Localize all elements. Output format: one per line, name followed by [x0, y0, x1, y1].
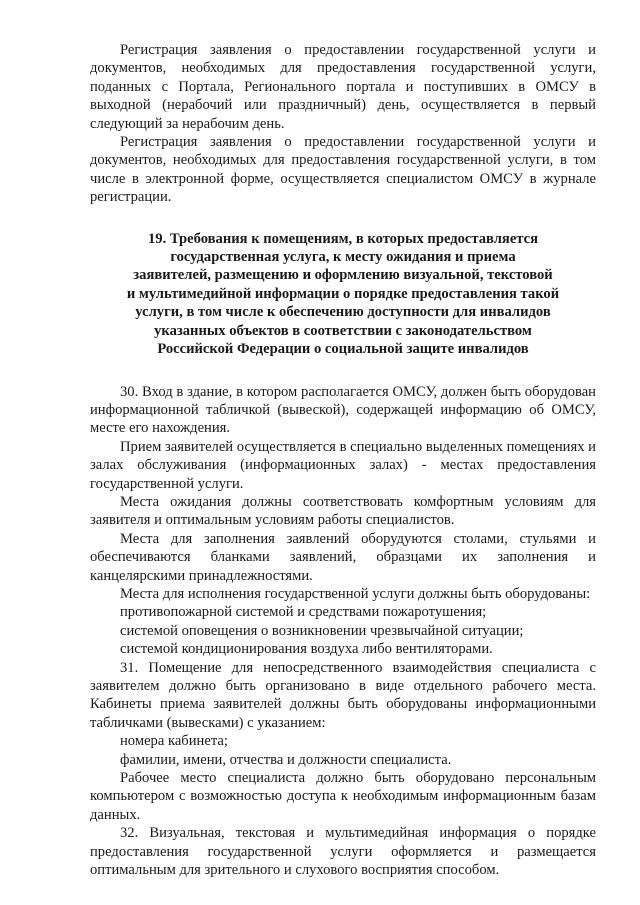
paragraph-31: 31. Помещение для непосредственного взаимодействия специалиста с заявителем должно быть организовано в виде отдельного рабочего места. Кабинеты приема заявителей должны быть оборудованы информационными табличками (вывесками) с указанием:	[90, 659, 596, 731]
heading-line: государственная услуга, к месту ожидания и приема	[170, 249, 516, 266]
list-item-sign: номера кабинета;	[120, 733, 228, 750]
paragraph-rabochee-mesto: Рабочее место специалиста должно быть оборудовано персональным компьютером с возможностью доступа к необходимым информационным базам данных.	[90, 770, 596, 823]
paragraph-mesta-ispolnenia: Места для исполнения государственной услуги должны быть оборудованы:	[120, 585, 591, 602]
paragraph-mesta-zapolnenia: Места для заполнения заявлений оборудуются столами, стульями и обеспечиваются бланками заявлений, образцами их заполнения и канцелярскими принадлежностями.	[90, 530, 596, 584]
heading-line: и мультимедийной информации о порядке предоставления такой	[126, 285, 560, 302]
paragraph-30: 30. Вход в здание, в котором располагается ОМСУ, должен быть оборудован информационной табличкой (вывеской), содержащей информацию об ОМСУ, месте его нахождения.	[90, 383, 596, 437]
paragraph-mesta-ozhidania: Места ожидания должны соответствовать комфортным условиям для заявителя и оптимальным условиям работы специалистов.	[90, 493, 596, 529]
heading-line: услуги, в том числе к обеспечению доступности для инвалидов	[135, 304, 551, 321]
list-item-equipment: системой оповещения о возникновении чрезвычайной ситуации;	[120, 622, 524, 639]
list-item-sign: фамилии, имени, отчества и должности специалиста.	[120, 751, 452, 768]
paragraph-32: 32. Визуальная, текстовая и мультимедийная информация о порядке предоставления государственной услуги оформляется и размещается оптимальным для зрительного и слухового восприятия способом.	[90, 825, 596, 879]
list-item-equipment: противопожарной системой и средствами пожаротушения;	[120, 604, 487, 621]
heading-line: Российской Федерации о социальной защите инвалидов	[157, 341, 529, 358]
heading-line: указанных объектов в соответствии с законодательством	[154, 322, 532, 339]
section-heading-19	[90, 230, 596, 359]
list-item-equipment: системой кондиционирования воздуха либо вентиляторами.	[120, 641, 493, 658]
heading-line: 19. Требования к помещениям, в которых предоставляется	[147, 230, 539, 247]
paragraph-registration-portal: Регистрация заявления о предоставлении государственной услуги и документов, необходимых для предоставления государственной услуги, поданных с Портала, Регионального портала и поступивших в ОМСУ в выходной (нерабочий или праздничный) день, осуществляется в первый следующий за нерабочим день.	[90, 42, 596, 132]
heading-line: заявителей, размещению и оформлению визуальной, текстовой	[133, 267, 553, 284]
paragraph-registration-journal: Регистрация заявления о предоставлении государственной услуги и документов, необходимых для предоставления государственной услуги, в том числе в электронной форме, осуществляется специалистом ОМСУ в журнале регистрации.	[90, 134, 596, 206]
paragraph-priem: Прием заявителей осуществляется в специально выделенных помещениях и залах обслуживания (информационных залах) - местах предоставления государственной услуги.	[90, 438, 596, 492]
